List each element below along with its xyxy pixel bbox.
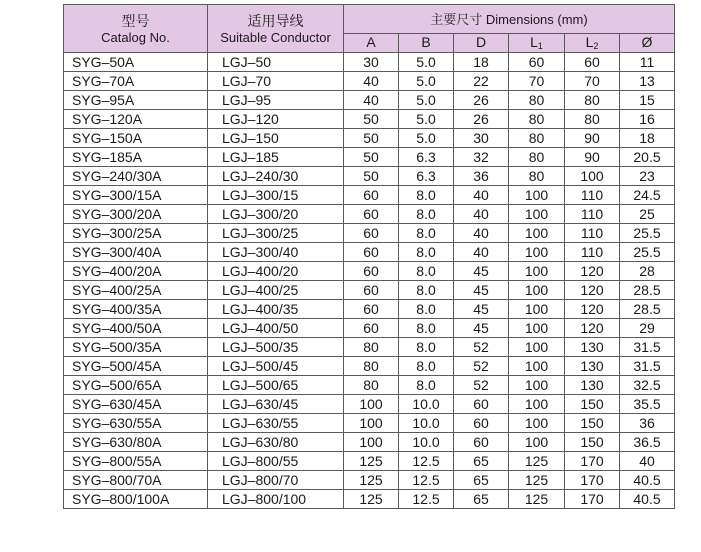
dim-l2-cell: 80 [565,110,620,129]
conductor-cell: LGJ–500/65 [208,376,344,395]
catalog-cell: SYG–630/80A [64,433,208,452]
dim-diameter-cell: 31.5 [620,338,675,357]
dim-a-cell: 125 [344,471,399,490]
table-row [64,319,675,338]
conductor-cell: LGJ–240/30 [208,167,344,186]
dim-l1-cell: 100 [509,395,565,414]
table-row [64,395,675,414]
table-row [64,53,675,72]
conductor-cell: LGJ–630/55 [208,414,344,433]
table-row [64,490,675,509]
table-row [64,414,675,433]
dim-d-cell: 60 [454,433,509,452]
dim-diameter-cell: 40.5 [620,471,675,490]
dim-d-cell: 65 [454,452,509,471]
dim-b-cell: 12.5 [399,471,454,490]
dim-diameter-cell: 13 [620,72,675,91]
conductor-cell: LGJ–630/80 [208,433,344,452]
dim-a-cell: 60 [344,186,399,205]
dim-l1-cell: 100 [509,414,565,433]
dim-l1-cell: 125 [509,490,565,509]
dim-l1-cell: 100 [509,281,565,300]
dim-diameter-cell: 35.5 [620,395,675,414]
dim-l2-cell: 120 [565,319,620,338]
dim-a-cell: 80 [344,357,399,376]
dim-b-cell: 8.0 [399,262,454,281]
dim-l1-cell: 100 [509,205,565,224]
dim-l1-cell: 80 [509,167,565,186]
dim-d-cell: 60 [454,395,509,414]
dim-a-cell: 125 [344,490,399,509]
dim-d-cell: 45 [454,281,509,300]
catalog-cell: SYG–70A [64,72,208,91]
dim-l2-cell: 90 [565,148,620,167]
dim-l1-cell: 125 [509,471,565,490]
catalog-cell: SYG–400/20A [64,262,208,281]
dim-col-l1: $L_1$ [509,34,565,53]
dim-a-cell: 50 [344,148,399,167]
dim-d-cell: 32 [454,148,509,167]
dim-col-d: D [454,34,509,53]
dim-diameter-cell: 25 [620,205,675,224]
catalog-cell: SYG–800/100A [64,490,208,509]
dim-l2-cell: 170 [565,452,620,471]
dim-l2-cell: 60 [565,53,620,72]
dim-l1-cell: 80 [509,110,565,129]
dim-d-cell: 65 [454,490,509,509]
dim-d-cell: 26 [454,91,509,110]
dimensions-header: 主要尺寸 Dimensions (mm) [344,5,675,34]
dim-d-cell: 40 [454,205,509,224]
dim-b-cell: 12.5 [399,490,454,509]
dim-d-cell: 45 [454,319,509,338]
conductor-cell: LGJ–70 [208,72,344,91]
catalog-cell: SYG–120A [64,110,208,129]
dim-b-cell: 8.0 [399,186,454,205]
dim-l1-cell: 100 [509,376,565,395]
dim-diameter-cell: 20.5 [620,148,675,167]
catalog-cell: SYG–300/25A [64,224,208,243]
conductor-cell: LGJ–400/25 [208,281,344,300]
dim-a-cell: 60 [344,319,399,338]
conductor-cell: LGJ–185 [208,148,344,167]
dim-d-cell: 36 [454,167,509,186]
dim-l2-cell: 130 [565,357,620,376]
table-row [64,338,675,357]
dim-d-cell: 18 [454,53,509,72]
dim-l2-cell: 130 [565,376,620,395]
catalog-cell: SYG–300/40A [64,243,208,262]
catalog-cell: SYG–500/35A [64,338,208,357]
dim-d-cell: 52 [454,338,509,357]
dim-b-cell: 5.0 [399,91,454,110]
table-row [64,300,675,319]
catalog-cell: SYG–50A [64,53,208,72]
dim-l2-cell: 120 [565,281,620,300]
conductor-header-en: Suitable Conductor [220,29,331,45]
dim-l2-cell: 70 [565,72,620,91]
dim-d-cell: 30 [454,129,509,148]
dim-a-cell: 50 [344,110,399,129]
catalog-cell: SYG–95A [64,91,208,110]
table-row [64,433,675,452]
dim-d-cell: 45 [454,300,509,319]
dim-d-cell: 40 [454,186,509,205]
dim-l1-cell: 100 [509,243,565,262]
dim-l1-cell: 125 [509,452,565,471]
conductor-cell: LGJ–800/100 [208,490,344,509]
dim-a-cell: 80 [344,376,399,395]
spec-table-body [64,53,675,509]
dim-b-cell: 5.0 [399,129,454,148]
dim-b-cell: 10.0 [399,433,454,452]
dim-d-cell: 52 [454,376,509,395]
dim-col-diameter: Ø [620,34,675,53]
dim-diameter-cell: 24.5 [620,186,675,205]
conductor-header-cn: 适用导线 [247,12,304,29]
conductor-cell: LGJ–300/40 [208,243,344,262]
dim-l2-cell: 110 [565,224,620,243]
table-row [64,376,675,395]
dim-b-cell: 8.0 [399,319,454,338]
dim-b-cell: 8.0 [399,357,454,376]
dim-a-cell: 125 [344,452,399,471]
dim-a-cell: 50 [344,167,399,186]
dim-l2-cell: 110 [565,205,620,224]
dim-l1-cell: 100 [509,300,565,319]
dim-l2-cell: 130 [565,338,620,357]
dim-diameter-cell: 23 [620,167,675,186]
conductor-cell: LGJ–95 [208,91,344,110]
table-row [64,110,675,129]
dim-diameter-cell: 36.5 [620,433,675,452]
dim-l2-cell: 110 [565,186,620,205]
catalog-cell: SYG–630/55A [64,414,208,433]
dim-d-cell: 40 [454,224,509,243]
dim-b-cell: 8.0 [399,224,454,243]
dim-b-cell: 8.0 [399,205,454,224]
dim-diameter-cell: 28.5 [620,281,675,300]
table-row [64,224,675,243]
dim-l1-cell: 80 [509,148,565,167]
dim-diameter-cell: 18 [620,129,675,148]
dim-diameter-cell: 29 [620,319,675,338]
dim-l2-cell: 110 [565,243,620,262]
table-row [64,186,675,205]
table-row [64,471,675,490]
dim-a-cell: 100 [344,433,399,452]
dim-l2-cell: 150 [565,433,620,452]
catalog-cell: SYG–800/55A [64,452,208,471]
spec-table [63,4,675,509]
dim-b-cell: 8.0 [399,243,454,262]
table-row [64,281,675,300]
dim-diameter-cell: 28.5 [620,300,675,319]
conductor-cell: LGJ–300/25 [208,224,344,243]
table-row [64,452,675,471]
dim-l1-cell: 100 [509,224,565,243]
catalog-cell: SYG–500/45A [64,357,208,376]
conductor-cell: LGJ–300/20 [208,205,344,224]
dim-col-l2: $L_2$ [565,34,620,53]
catalog-header-en: Catalog No. [101,29,170,45]
catalog-cell: SYG–400/50A [64,319,208,338]
dim-l2-cell: 120 [565,262,620,281]
dim-b-cell: 5.0 [399,110,454,129]
dim-d-cell: 45 [454,262,509,281]
dim-l1-cell: 100 [509,338,565,357]
dim-a-cell: 60 [344,262,399,281]
table-row [64,262,675,281]
dim-d-cell: 65 [454,471,509,490]
dim-l1-cell: 80 [509,129,565,148]
dim-l1-cell: 100 [509,433,565,452]
dim-diameter-cell: 31.5 [620,357,675,376]
dim-d-cell: 52 [454,357,509,376]
conductor-cell: LGJ–800/70 [208,471,344,490]
dim-l2-cell: 90 [565,129,620,148]
dim-a-cell: 100 [344,395,399,414]
catalog-cell: SYG–400/35A [64,300,208,319]
dim-b-cell: 6.3 [399,167,454,186]
catalog-cell: SYG–185A [64,148,208,167]
dim-l2-cell: 100 [565,167,620,186]
table-row [64,205,675,224]
conductor-cell: LGJ–300/15 [208,186,344,205]
dim-a-cell: 60 [344,281,399,300]
dim-diameter-cell: 11 [620,53,675,72]
dim-diameter-cell: 15 [620,91,675,110]
dim-a-cell: 60 [344,205,399,224]
catalog-cell: SYG–630/45A [64,395,208,414]
dim-l1-cell: 100 [509,186,565,205]
table-row [64,72,675,91]
dim-b-cell: 12.5 [399,452,454,471]
conductor-cell: LGJ–120 [208,110,344,129]
conductor-cell: LGJ–150 [208,129,344,148]
dim-l1-cell: 80 [509,91,565,110]
dim-a-cell: 80 [344,338,399,357]
spec-table-container [63,4,675,509]
dim-l1-cell: 100 [509,319,565,338]
catalog-cell: SYG–300/20A [64,205,208,224]
catalog-header-cn: 型号 [121,12,150,29]
dim-diameter-cell: 40 [620,452,675,471]
table-row [64,148,675,167]
dim-b-cell: 8.0 [399,338,454,357]
dim-b-cell: 8.0 [399,281,454,300]
dim-diameter-cell: 32.5 [620,376,675,395]
dim-a-cell: 40 [344,91,399,110]
table-row [64,357,675,376]
dim-l1-cell: 100 [509,357,565,376]
conductor-cell: LGJ–800/55 [208,452,344,471]
dim-l2-cell: 170 [565,471,620,490]
catalog-cell: SYG–800/70A [64,471,208,490]
dim-b-cell: 10.0 [399,414,454,433]
table-row [64,243,675,262]
dim-col-a: A [344,34,399,53]
dim-diameter-cell: 40.5 [620,490,675,509]
dim-diameter-cell: 25.5 [620,243,675,262]
dim-b-cell: 8.0 [399,376,454,395]
dim-diameter-cell: 36 [620,414,675,433]
catalog-cell: SYG–500/65A [64,376,208,395]
dim-col-b: B [399,34,454,53]
catalog-cell: SYG–240/30A [64,167,208,186]
dim-a-cell: 50 [344,129,399,148]
dim-l2-cell: 170 [565,490,620,509]
dim-l2-cell: 150 [565,414,620,433]
dim-diameter-cell: 16 [620,110,675,129]
dim-a-cell: 100 [344,414,399,433]
dim-a-cell: 40 [344,72,399,91]
dim-d-cell: 26 [454,110,509,129]
conductor-header [208,5,344,53]
dim-b-cell: 5.0 [399,72,454,91]
conductor-cell: LGJ–500/45 [208,357,344,376]
dim-b-cell: 5.0 [399,53,454,72]
dim-diameter-cell: 28 [620,262,675,281]
conductor-cell: LGJ–400/35 [208,300,344,319]
table-row [64,91,675,110]
conductor-cell: LGJ–500/35 [208,338,344,357]
dim-a-cell: 30 [344,53,399,72]
conductor-cell: LGJ–50 [208,53,344,72]
dim-l2-cell: 120 [565,300,620,319]
dim-l2-cell: 150 [565,395,620,414]
dim-d-cell: 40 [454,243,509,262]
conductor-cell: LGJ–630/45 [208,395,344,414]
dim-a-cell: 60 [344,300,399,319]
dim-b-cell: 10.0 [399,395,454,414]
dim-l1-cell: 100 [509,262,565,281]
dim-b-cell: 6.3 [399,148,454,167]
catalog-cell: SYG–150A [64,129,208,148]
conductor-cell: LGJ–400/20 [208,262,344,281]
dim-d-cell: 60 [454,414,509,433]
dim-d-cell: 22 [454,72,509,91]
dim-l1-cell: 70 [509,72,565,91]
catalog-cell: SYG–300/15A [64,186,208,205]
dim-diameter-cell: 25.5 [620,224,675,243]
dim-a-cell: 60 [344,243,399,262]
conductor-cell: LGJ–400/50 [208,319,344,338]
table-row [64,129,675,148]
catalog-header [64,5,208,53]
catalog-cell: SYG–400/25A [64,281,208,300]
table-row [64,167,675,186]
dim-l1-cell: 60 [509,53,565,72]
dim-a-cell: 60 [344,224,399,243]
dim-b-cell: 8.0 [399,300,454,319]
dim-l2-cell: 80 [565,91,620,110]
